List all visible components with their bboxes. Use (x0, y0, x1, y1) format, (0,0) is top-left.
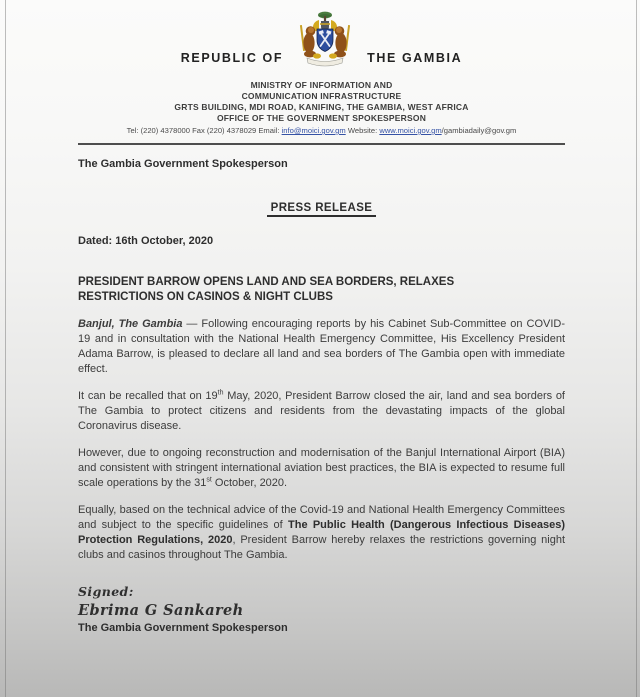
paragraph-2-text-after: May, 2020, President Barrow closed the air, land and sea borders of The Gambia to protect citizens and residents from the devastating impacts of the global Coronavirus disease. (78, 390, 565, 432)
paragraph-4-text-before: Equally, based on the technical advice of the Covid-19 and National Health Emergency Committees and subject to the specific guidelines of (78, 504, 565, 531)
country-title-row (78, 6, 565, 68)
sender-line: The Gambia Government Spokesperson (78, 158, 288, 170)
date-line: Dated: 16th October, 2020 (78, 235, 214, 247)
paragraph-3-text-after: October, 2020. (211, 477, 288, 489)
dateline-lead: Banjul, The Gambia (78, 318, 183, 330)
signed-label: Signed: (78, 584, 134, 599)
gambia-coat-of-arms-icon (297, 10, 353, 68)
the-gambia-label: THE GAMBIA (367, 51, 463, 65)
paragraph-2 (78, 389, 565, 434)
ministry-address-block (78, 80, 565, 124)
headline (78, 275, 565, 305)
website-link[interactable]: www.moici.gov.gm (379, 126, 442, 135)
contact-line (78, 126, 565, 136)
press-release-heading-row (78, 198, 565, 217)
website-suffix: /gambiadaily@gov.gm (441, 126, 517, 135)
tel-fax-email-label: Tel: (220) 4378000 Fax (220) 4378029 Email: (126, 126, 282, 135)
letterhead (78, 6, 565, 145)
paragraph-1-text: — Following encouraging reports by his Cabinet Sub-Committee on COVID-19 and in consultation with the National Health Emergency Committee, His Excellency President Adama Barrow, is pleased to declare all land and sea borders of The Gambia open with immediate effect. (78, 318, 565, 375)
ordinal-suffix: st (206, 476, 212, 484)
republic-of-label: REPUBLIC OF (180, 51, 284, 65)
ministry-line-2: COMMUNICATION INFRASTRUCTURE (241, 91, 402, 101)
paragraph-4-text-after: , President Barrow hereby relaxes the restrictions governing night clubs and casinos throughout The Gambia. (78, 534, 565, 561)
regulations-title: The Public Health (Dangerous Infectious Diseases) Protection Regulations, 2020 (78, 519, 565, 546)
paragraph-4 (78, 503, 565, 563)
signature-name: Ebrima G Sankareh (78, 602, 244, 619)
ministry-line-3: GRTS BUILDING, MDI ROAD, KANIFING, THE GAMBIA, WEST AFRICA (174, 102, 469, 112)
website-label: Website: (345, 126, 380, 135)
paragraph-1 (78, 317, 565, 377)
letterhead-divider (78, 143, 565, 145)
paragraph-3-text-before: However, due to ongoing reconstruction and modernisation of the Banjul International Airport (BIA) and consistent with stringent international aviation best practices, the BIA is expected to resume full scale operations by the 31 (78, 447, 565, 489)
paragraph-2-text-before: It can be recalled that on 19 (78, 390, 218, 402)
press-release-heading: PRESS RELEASE (267, 202, 377, 217)
email-link[interactable]: info@moici.gov.gm (281, 126, 346, 135)
headline-line-2: RESTRICTIONS ON CASINOS & NIGHT CLUBS (78, 291, 333, 303)
headline-line-1: PRESIDENT BARROW OPENS LAND AND SEA BORDERS, RELAXES (78, 276, 455, 288)
ministry-line-1: MINISTRY OF INFORMATION AND (250, 80, 393, 90)
paragraph-3 (78, 446, 565, 491)
ordinal-suffix: th (217, 389, 224, 397)
signature-block (78, 584, 565, 634)
signature-title: The Gambia Government Spokesperson (78, 622, 288, 634)
ministry-line-4: OFFICE OF THE GOVERNMENT SPOKESPERSON (216, 113, 427, 123)
